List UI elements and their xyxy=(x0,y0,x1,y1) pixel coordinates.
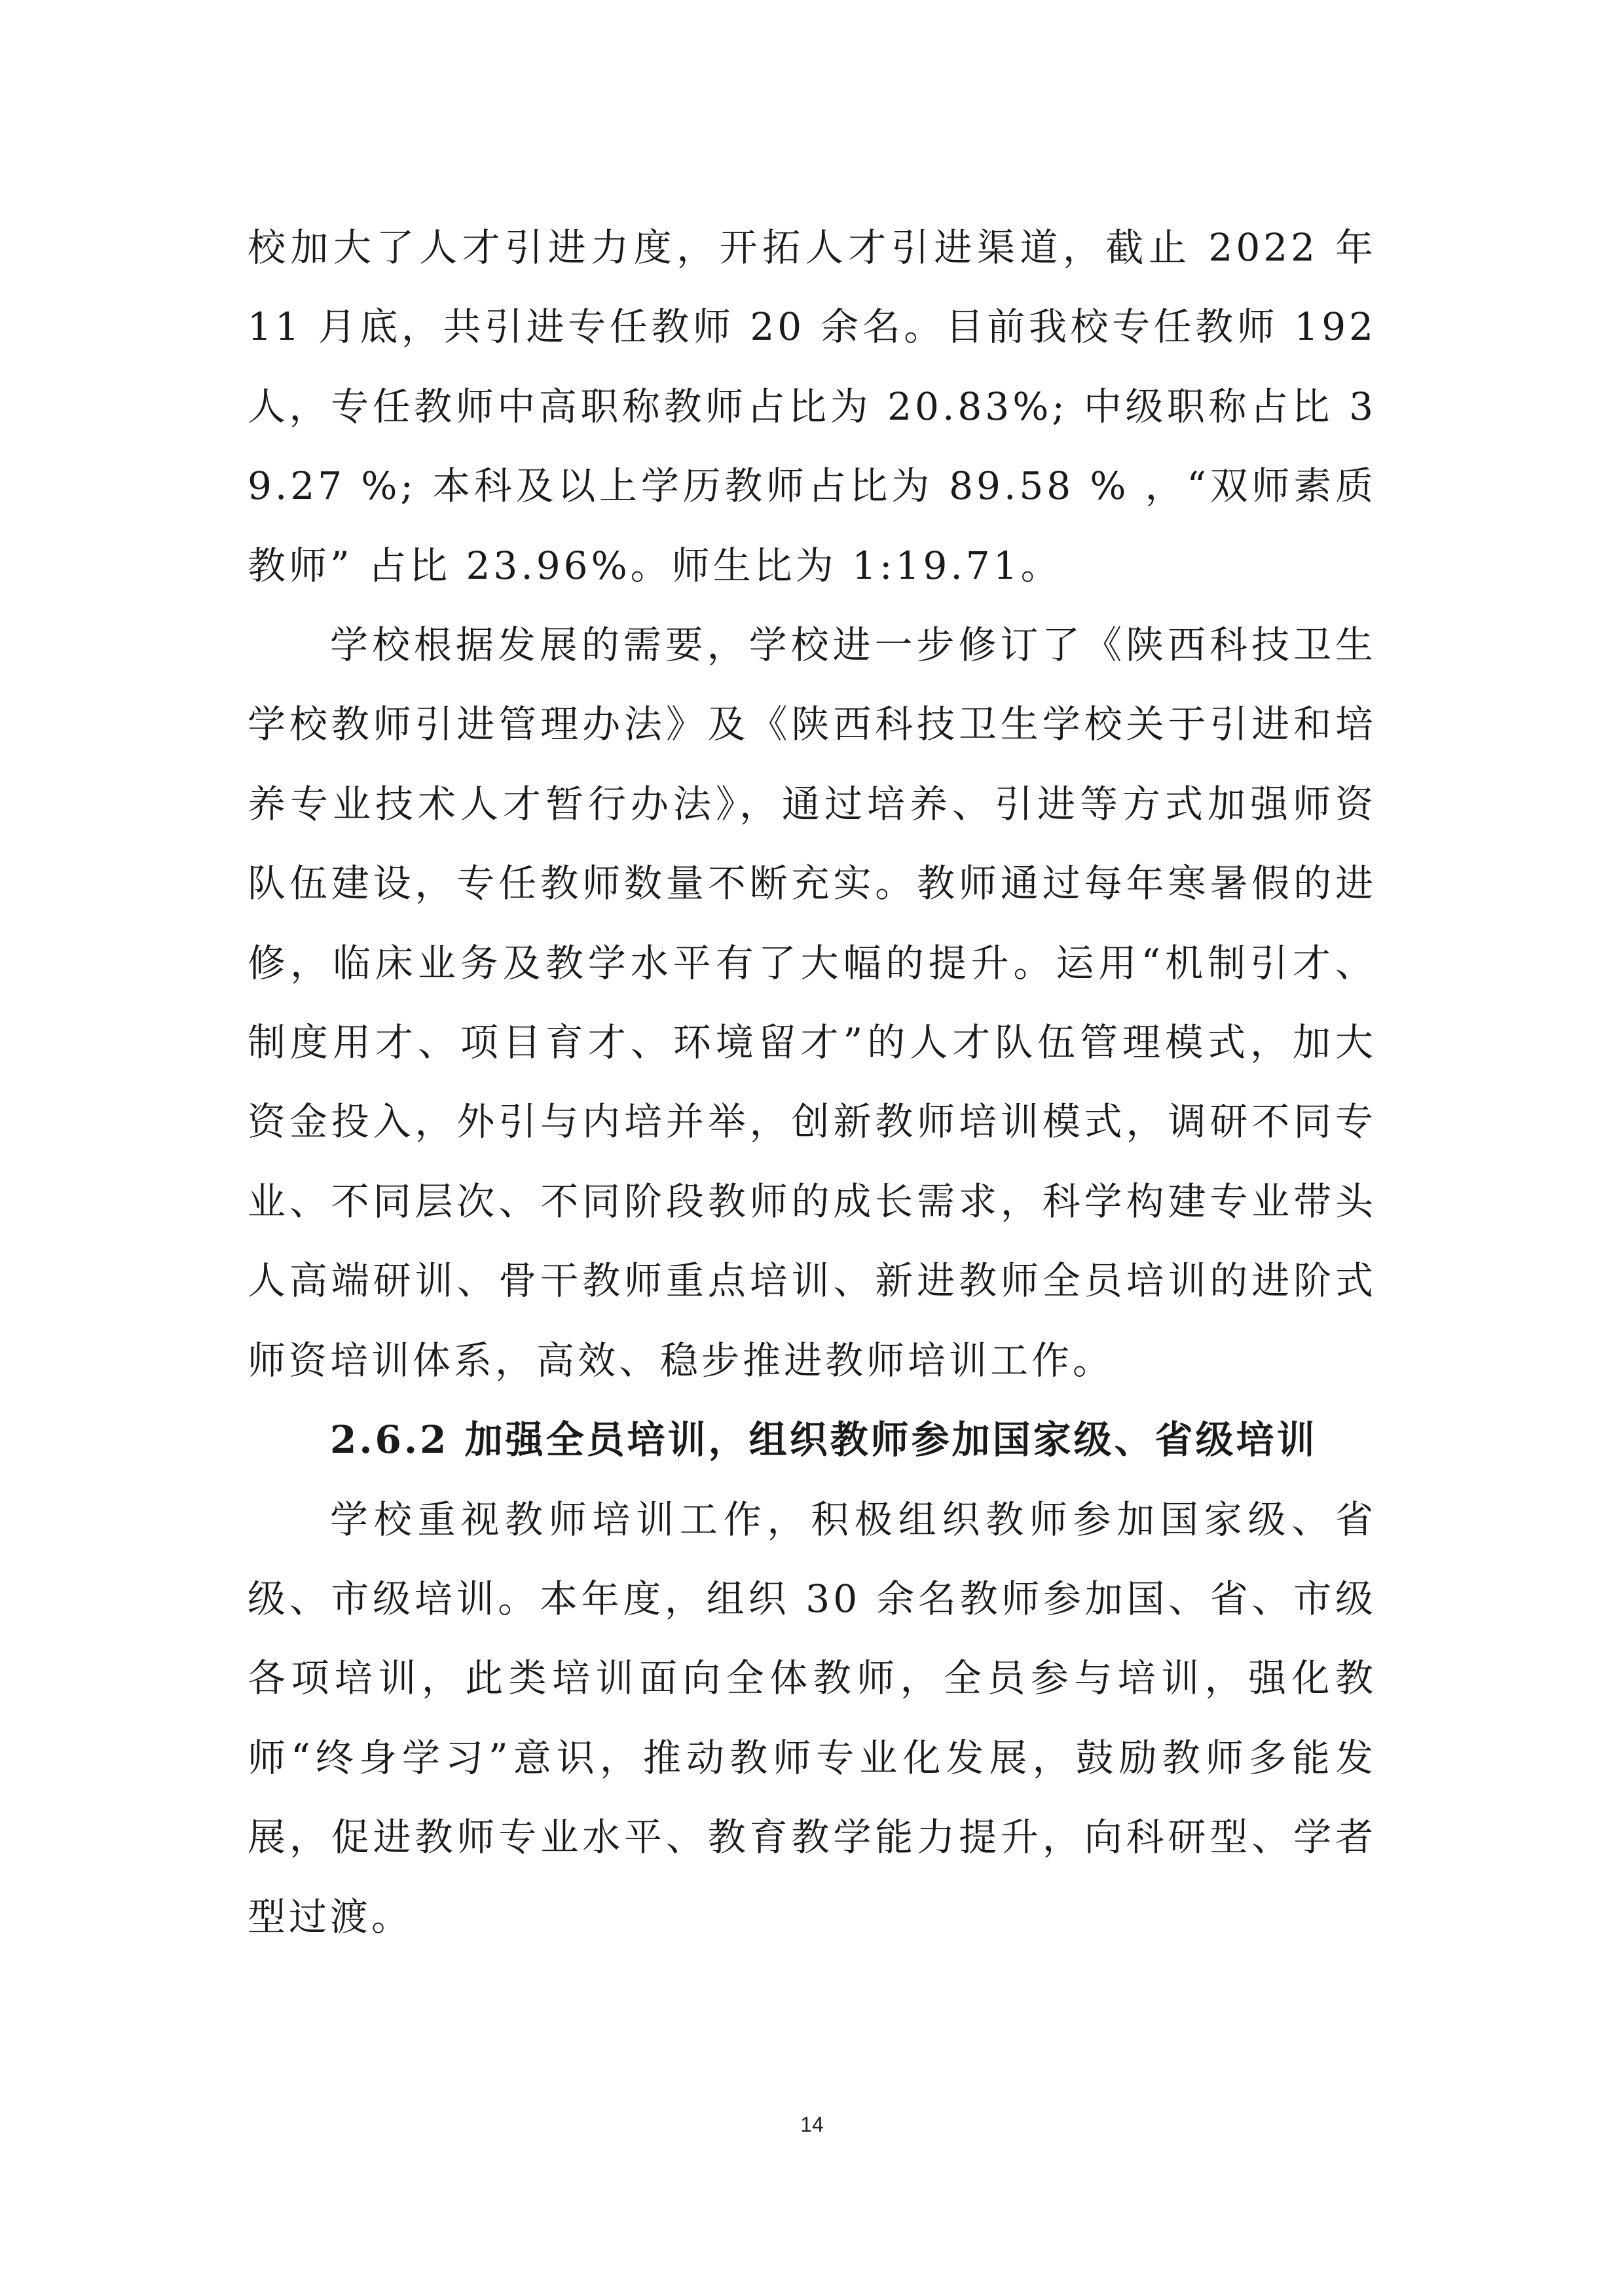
paragraph-teacher-development: 学校根据发展的需要，学校进一步修订了《陕西科技卫生学校教师引进管理办法》及《陕西科技卫生学校关于引进和培养专业技术人才暂行办法》，通过培养、引进等方式加强师资队伍建设，专任教师数量不断充实。教师通过每年寒暑假的进修，临床业务及教学水平有了大幅的提升。运用“机制引才、制度用才、项目育才、环境留才”的人才队伍管理模式，加大资金投入，外引与内培并举，创新教师培训模式，调研不同专业、不同层次、不同阶段教师的成长需求，科学构建专业带头人高端研训、骨干教师重点培训、新进教师全员培训的进阶式师资培训体系，高效、稳步推进教师培训工作。 xyxy=(248,623,1376,1383)
paragraph-training: 学校重视教师培训工作，积极组织教师参加国家级、省级、市级培训。本年度，组织 30 余名教师参加国、省、市级各项培训，此类培训面向全体教师，全员参与培训，强化教师“终身学习”意识，推动教师专业化发展，鼓励教师多能发展，促进教师专业水平、教育教学能力提升，向科研型、学者型过渡。 xyxy=(248,1497,1376,1939)
paragraph-teacher-statistics: 校加大了人才引进力度，开拓人才引进渠道，截止 2022 年 11 月底，共引进专任教师 20 余名。目前我校专任教师 192 人，专任教师中高职称教师占比为 20.83%; 中级职称占比 39.27 %; 本科及以上学历教师占比为 89.58 % ，“双师素质教师” 占比 23.96%。师生比为 1:19.71。 xyxy=(248,225,1376,588)
page-number: 14 xyxy=(800,2113,824,2136)
section-heading: 2.6.2 加强全员培训，组织教师参加国家级、省级培训 xyxy=(330,1417,1318,1463)
page-body xyxy=(248,208,1376,1957)
